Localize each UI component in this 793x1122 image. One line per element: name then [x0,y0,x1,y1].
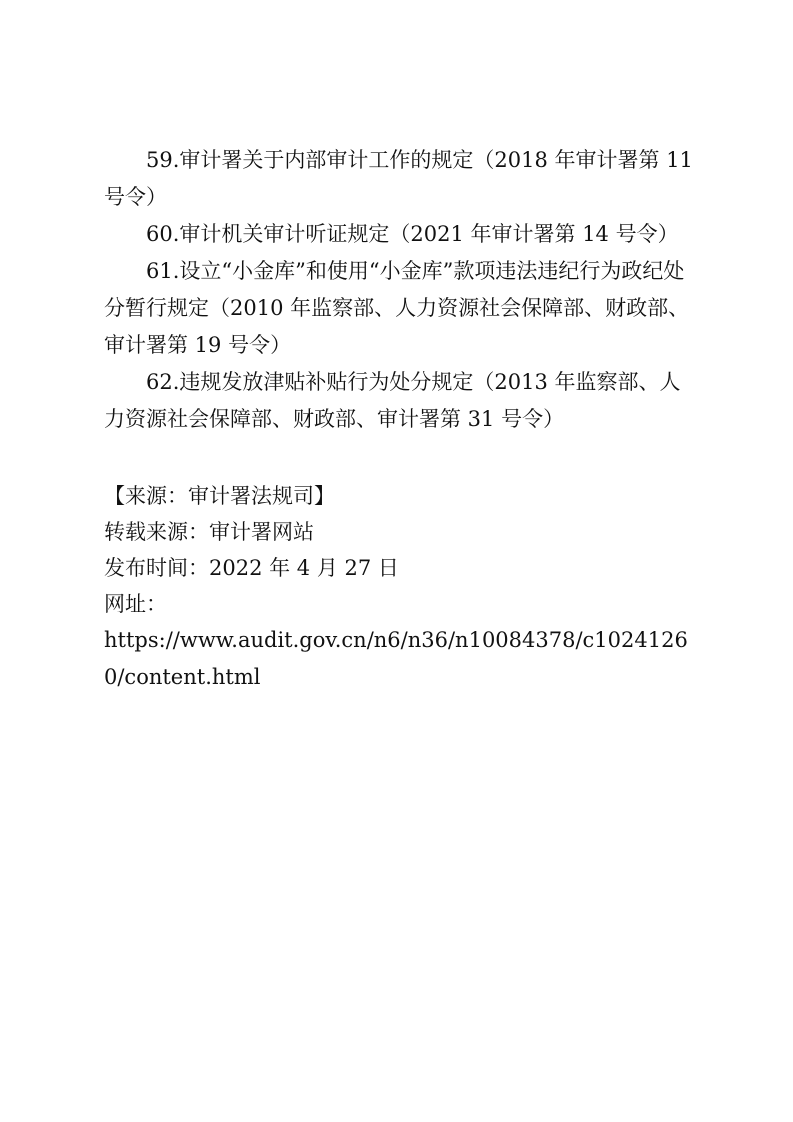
regulation-item-62: 62.违规发放津贴补贴行为处分规定（2013 年监察部、人力资源社会保障部、财政部、审计署第 31 号令） [104,370,681,431]
regulation-item-60: 60.审计机关审计听证规定（2021 年审计署第 14 号令） [146,222,679,246]
regulation-item-61: 61.设立“小金库”和使用“小金库”款项违法违纪行为政纪处分暂行规定（2010 年监察部、人力资源社会保障部、财政部、审计署第 19 号令） [104,259,690,357]
publish-time: 发布时间：2022 年 4 月 27 日 [104,556,399,580]
url-label: 网址： [104,592,167,616]
regulation-item-59: 59.审计署关于内部审计工作的规定（2018 年审计署第 11 号令） [104,148,693,209]
source-url: https://www.audit.gov.cn/n6/n36/n10084378/c10241260/content.html [104,628,688,689]
source-origin: 【来源：审计署法规司】 [104,484,335,508]
source-info [104,478,694,696]
reprint-source: 转载来源：审计署网站 [104,520,314,544]
regulation-list [104,142,694,438]
